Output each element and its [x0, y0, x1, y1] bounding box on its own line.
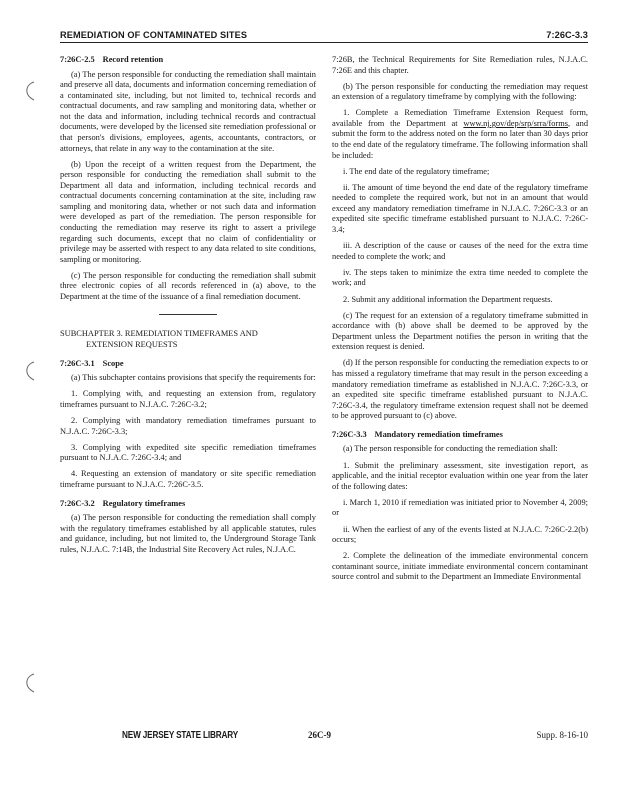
- item-text: 1. Complete a Remediation Timeframe Extension Request form, available from the Department at: [332, 108, 588, 128]
- section-title: Regulatory timeframes: [102, 498, 186, 508]
- binder-hole-mark-icon: [22, 80, 38, 102]
- item-3-2-b-1-iii: iii. A description of the cause or causes of the need for the extra time needed to complete the work; and: [332, 241, 588, 261]
- paragraph-3-2-a: (a) The person responsible for conducting the remediation shall comply with the regulatory timeframes established by all applicable statutes, rules and guidance, including, but not limited to, the Underground Storage Tank rules, N.J.A.C. 7:14B, the Industrial Site Recovery Act rules, N.J.A.C.: [60, 513, 316, 554]
- section-number: 7:26C-3.1: [60, 358, 95, 368]
- section-heading-2-5: [60, 55, 316, 66]
- item-3-2-b-1: [332, 108, 588, 161]
- subchapter-line-1: SUBCHAPTER 3. REMEDIATION TIMEFRAMES AND: [60, 329, 258, 339]
- item-3-3-1: 1. Submit the preliminary assessment, site investigation report, as applicable, and the initial receptor evaluation within one year from the later of the following dates:: [332, 460, 588, 491]
- binder-hole-mark-icon: [22, 672, 38, 694]
- paragraph-2-5-a: (a) The person responsible for conducting the remediation shall maintain and preserve all data, documents and information concerning remediation of a contaminated site, including, but not limited to, technical records and contractual documents, and raw sampling and monitoring data, whether or not the data and information, including technical records and contractual documents, were developed by the licensed site remediation professional or that person's divisions, employees, agents, accountants, contractors, or attorneys, that relate in any way to the contamination at the site.: [60, 69, 316, 153]
- header-title: REMEDIATION OF CONTAMINATED SITES: [60, 30, 248, 40]
- subchapter-heading: [60, 329, 316, 350]
- section-heading-3-2: [60, 499, 316, 510]
- binder-hole-mark-icon: [22, 360, 38, 382]
- paragraph-3-2-d: (d) If the person responsible for conducting the remediation expects to or has missed a regulatory timeframe that may result in the person exceeding a mandatory remediation timeframe as established in N.J.A.C. 7:26C-3.3, or an expedited site specific timeframe established pursuant to N.J.A.C. 7:26C-3.4, the regulatory timeframe extension request shall not be deemed to be approved pursuant to (c) above.: [332, 358, 588, 421]
- section-title: Scope: [102, 358, 124, 368]
- binder-hole-mark-top: [22, 80, 38, 102]
- page-number: 26C-9: [308, 730, 331, 740]
- binder-hole-mark-middle: [22, 360, 38, 382]
- section-number: 7:26C-3.2: [60, 498, 95, 508]
- forms-url-link[interactable]: www.nj.gov/dep/srp/srra/forms: [463, 118, 568, 128]
- paragraph-2-5-c: (c) The person responsible for conducting the remediation shall submit three electronic copies of all records referenced in (a) above, to the Department at the time of the issuance of a final remediation document.: [60, 270, 316, 301]
- section-title: Record retention: [102, 55, 164, 64]
- paragraph-3-2-c: (c) The request for an extension of a regulatory timeframe submitted in accordance with (b) above shall be deemed to be approved by the Department unless the Department notifies the person in writing that the extension request is denied.: [332, 310, 588, 352]
- supplement-date: Supp. 8-16-10: [536, 730, 588, 740]
- left-column: [60, 55, 316, 561]
- paragraph-3-3-a: (a) The person responsible for conducting the remediation shall:: [343, 444, 558, 454]
- item-3-2-b-1-iv: iv. The steps taken to minimize the extra time needed to complete the work; and: [332, 267, 588, 288]
- paragraph-3-2-a-continued: 7:26B, the Technical Requirements for Site Remediation rules, N.J.A.C. 7:26E and this chapter.: [332, 55, 588, 75]
- binder-hole-mark-bottom: [22, 672, 38, 694]
- item-3-2-b-1-ii: ii. The amount of time beyond the end date of the regulatory timeframe needed to complete the required work, but not in an amount that would exceed any mandatory remediation timeframe in N.J.A.C. 7:26C-3.3 or an expedited site specific timeframe established pursuant to N.J.A.C. 7:26C-3.4;: [332, 182, 588, 235]
- section-divider: [159, 314, 217, 315]
- item-3-3-1-ii: ii. When the earliest of any of the events listed at N.J.A.C. 7:26C-2.2(b) occurs;: [332, 524, 588, 545]
- page-footer: [60, 730, 588, 744]
- item-3-2-b-2: 2. Submit any additional information the Department requests.: [343, 294, 553, 304]
- subchapter-line-2: EXTENSION REQUESTS: [86, 339, 178, 349]
- section-title: Mandatory remediation timeframes: [374, 429, 503, 439]
- running-header: [60, 30, 588, 43]
- section-number: 7:26C-2.5: [60, 55, 95, 64]
- item-text: , and submit the form to the address noted on the form no later than 30 days prior to the end date of the regulatory timeframe. The following information shall be included:: [332, 118, 589, 160]
- section-heading-3-3: [332, 430, 588, 441]
- section-number: 7:26C-3.3: [332, 429, 367, 439]
- header-section: 7:26C-3.3: [546, 30, 588, 40]
- library-stamp: NEW JERSEY STATE LIBRARY: [122, 730, 239, 741]
- item-3-1-3: 3. Complying with expedited site specific remediation timeframes pursuant to N.J.A.C. 7:26C-3.4; and: [60, 442, 316, 463]
- item-3-2-b-1-i: i. The end date of the regulatory timeframe;: [343, 166, 490, 176]
- item-3-1-2: 2. Complying with mandatory remediation timeframes pursuant to N.J.A.C. 7:26C-3.3;: [60, 416, 316, 436]
- item-3-1-4: 4. Requesting an extension of mandatory or site specific remediation timeframe pursuant to N.J.A.C. 7:26C-3.5.: [60, 469, 316, 489]
- item-3-3-1-i: i. March 1, 2010 if remediation was initiated prior to November 4, 2009; or: [332, 497, 588, 518]
- section-heading-3-1: [60, 359, 316, 370]
- paragraph-3-2-b: (b) The person responsible for conducting the remediation may request an extension of a regulatory timeframe by complying with the following:: [332, 81, 588, 102]
- paragraph-3-1-a: (a) This subchapter contains provisions that specify the requirements for:: [71, 373, 316, 383]
- item-3-3-2: 2. Complete the delineation of the immediate environmental concern contaminant source, initiate immediate environmental concern contaminant source control and submit to the Department an Immediate Environmental: [332, 551, 588, 582]
- item-3-1-1: 1. Complying with, and requesting an extension from, regulatory timeframes pursuant to N.J.A.C. 7:26C-3.2;: [60, 389, 316, 409]
- paragraph-2-5-b: (b) Upon the receipt of a written request from the Department, the person responsible for conducting the remediation shall submit to the Department all data and information, including technical records and contractual documents concerning contamination at the site, including raw sampling and monitoring data, whether or not such data and information were developed as part of the remediation. The person responsible for conducting the remediation may reserve its right to assert a privilege regarding such documents, except that no claim of confidentiality or privilege may be asserted with respect to any data related to site conditions, sampling or monitoring.: [60, 159, 316, 264]
- right-column: [332, 55, 588, 588]
